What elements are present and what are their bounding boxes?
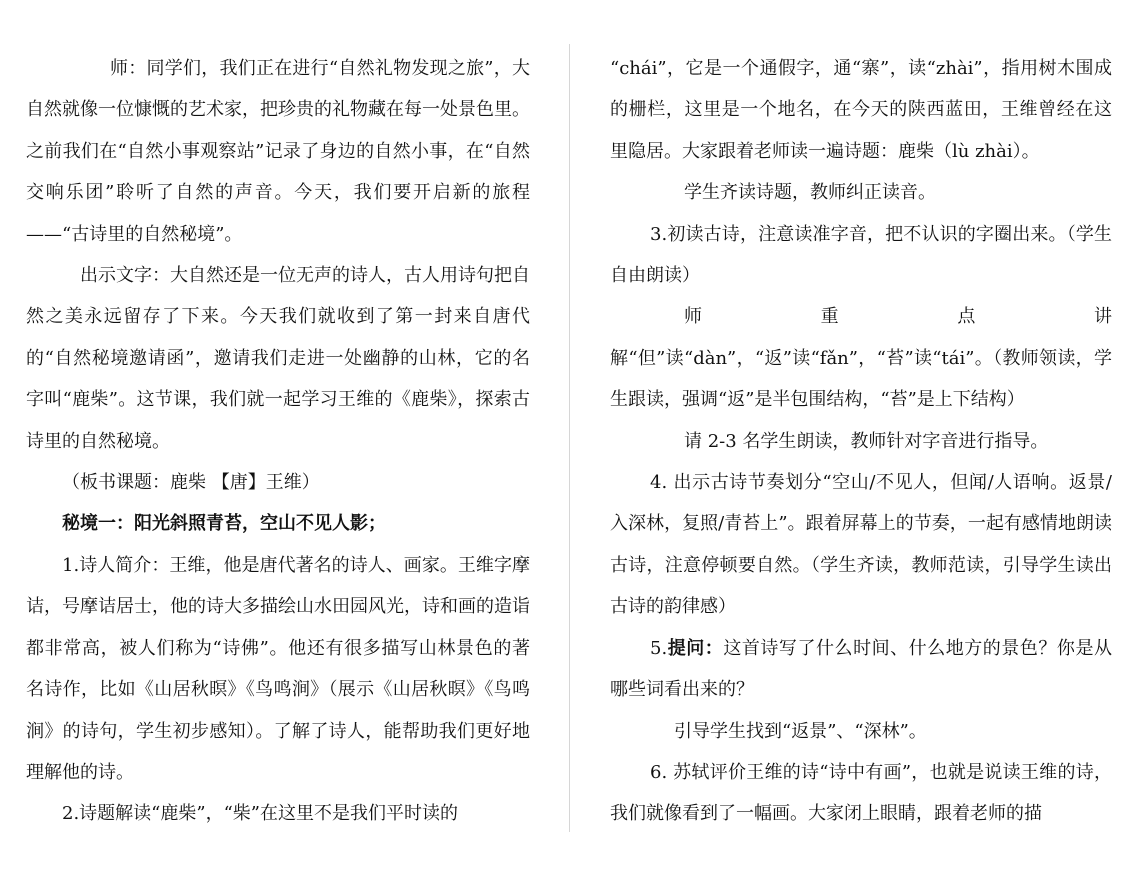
right-column [610, 48, 1112, 835]
question-number: 5. [650, 637, 668, 659]
paragraph-read-title: 学生齐读诗题，教师纠正读音。 [684, 182, 936, 204]
paragraph-title-explain: 2.诗题解读“鹿柴”，“柴”在这里不是我们平时读的 [62, 803, 458, 825]
paragraph-poet-intro: 1.诗人简介：王维，他是唐代著名的诗人、画家。王维字摩诘，号摩诘居士，他的诗大多描绘山水田园风光，诗和画的造诣都非常高，被人们称为“诗佛”。他还有很多描写山林景色的著名诗作，比如《山居秋暝》《鸟鸣涧》（展示《山居秋暝》《鸟鸣涧》的诗句，学生初步感知）。了解了诗人，能帮助我们更好地理解他的诗。 [26, 554, 530, 783]
paragraph-student-read: 请 2-3 名学生朗读，教师针对字音进行指导。 [684, 430, 1049, 452]
paragraph-su-shi: 6. 苏轼评价王维的诗“诗中有画”，也就是说读王维的诗，我们就像看到了一幅画。大家闭上眼睛，跟着老师的描 [610, 761, 1112, 825]
paragraph-title-explain-cont: “chái”，它是一个通假字，通“寨”，读“zhài”，指用树木围成的栅栏，这里是一个地名，在今天的陕西蓝田，王维曾经在这里隐居。大家跟着老师读一遍诗题：鹿柴（lù zhài）。 [610, 58, 1112, 162]
section-heading-secret-one: 秘境一：阳光斜照青苔，空山不见人影； [62, 513, 386, 535]
paragraph-show-text: 出示文字：大自然还是一位无声的诗人，古人用诗句把自然之美永远留存了下来。今天我们就收到了第一封来自唐代的“自然秘境邀请函”，邀请我们走进一处幽静的山林，它的名字叫“鹿柴”。这节课，我们就一起学习王维的《鹿柴》，探索古诗里的自然秘境。 [26, 265, 530, 452]
paragraph-first-read: 3.初读古诗，注意读准字音，把不认识的字圈出来。（学生自由朗读） [610, 223, 1112, 287]
paragraph-guide: 引导学生找到“返景”、“深林”。 [674, 720, 927, 742]
question-text: 这首诗写了什么时间、什么地方的景色？你是从哪些词看出来的？ [610, 637, 1113, 701]
paragraph-teacher-intro: 师：同学们，我们正在进行“自然礼物发现之旅”，大自然就像一位慷慨的艺术家，把珍贵的礼物藏在每一处景色里。之前我们在“自然小事观察站”记录了身边的自然小事，在“自然交响乐团”聆听了自然的声音。今天，我们要开启新的旅程——“古诗里的自然秘境”。 [26, 58, 530, 245]
paragraph-board-title: （板书课题：鹿柴 【唐】王维） [62, 472, 320, 494]
paragraph-question [610, 628, 1112, 711]
column-divider [569, 44, 570, 832]
question-label: 提问： [667, 637, 724, 659]
paragraph-pronunciation: 师重点讲解“但”读“dàn”，“返”读“fǎn”，“苔”读“tái”。（教师领读，学生跟读，强调“返”是半包围结构，“苔”是上下结构） [610, 306, 1112, 411]
left-column [26, 48, 530, 835]
paragraph-rhythm: 4. 出示古诗节奏划分“空山/不见人，但闻/人语响。返景/入深林，复照/青苔上”。跟着屏幕上的节奏，一起有感情地朗读古诗，注意停顿要自然。（学生齐读，教师范读，引导学生读出古诗的韵律感） [610, 472, 1112, 618]
